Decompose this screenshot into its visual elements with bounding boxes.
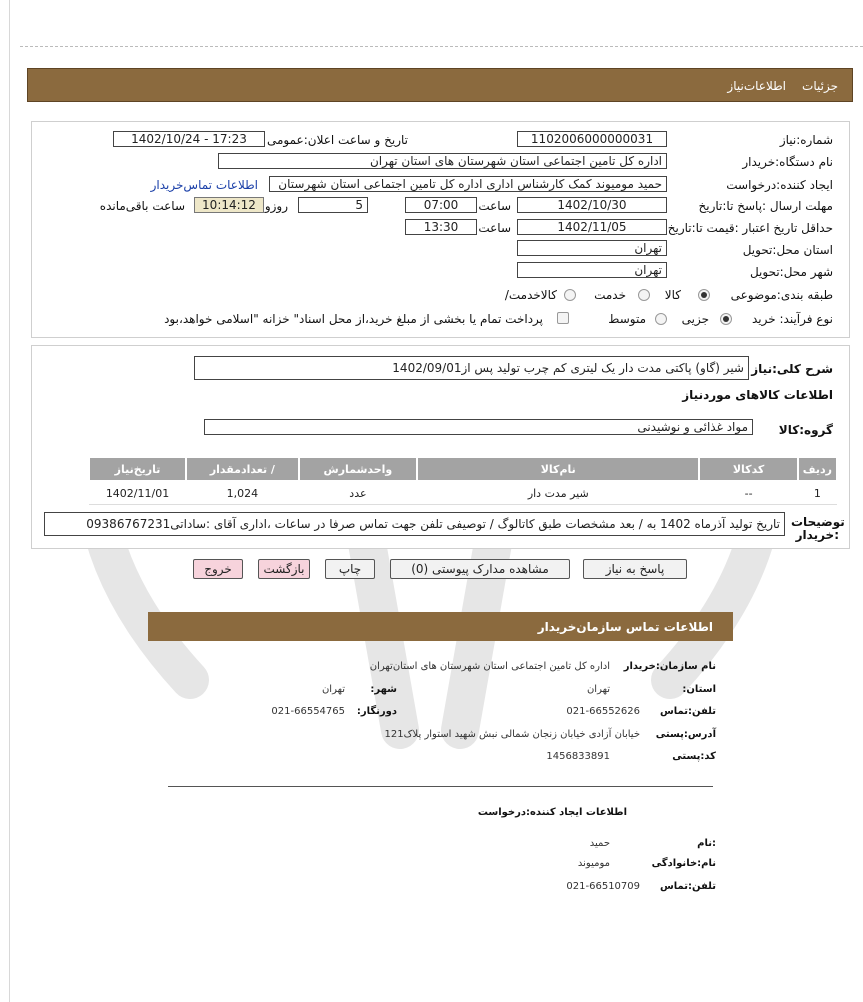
creator-label: ایجاد کننده:درخواست (726, 178, 833, 192)
cell-code: -- (699, 481, 797, 505)
col-code: کدکالا (699, 457, 797, 481)
tab-need-info[interactable]: اطلاعات‌نیاز (727, 79, 786, 93)
creator-phone-value: 021-66510709 (566, 881, 640, 892)
validity-date-field: 1402/11/05 (517, 219, 667, 235)
notes-label: توضیحات :خریدار (791, 515, 845, 542)
treasury-payment-note: پرداخت تمام یا بخشی از مبلغ خرید،از محل اسناد" خزانه "اسلامی خواهد،بود (164, 312, 543, 326)
header-bar (27, 68, 853, 102)
page-frame-line (9, 0, 10, 1002)
creator-name-label: نام: (697, 838, 716, 849)
days-field: 5 (298, 197, 368, 213)
cell-name: شیر مدت دار (417, 481, 699, 505)
cell-unit: عدد (299, 481, 417, 505)
goods-info-title: اطلاعات کالاهای موردنیاز (682, 388, 833, 402)
process-label: نوع فرآیند: خرید (752, 312, 833, 326)
creator-info-title: اطلاعات ایجاد کننده:درخواست (477, 807, 627, 818)
postal-value: 1456833891 (546, 751, 610, 762)
province-field: تهران (517, 240, 667, 256)
fax-value: 021-66554765 (271, 706, 345, 717)
notes-field: تاریخ تولید آذرماه 1402 به / بعد مشخصات طبق کاتالوگ / توصیفی تلفن جهت تماس صرفا در ساعات ،اداری آقای :ساداتی09386767231 (44, 512, 785, 536)
summary-label: شرح کلی:نیاز (751, 362, 833, 376)
need-number-label: شماره:نیاز (779, 133, 833, 147)
exit-button[interactable]: خروج (193, 559, 243, 579)
col-row: ردیف (798, 457, 837, 481)
category-goods-service-radio[interactable] (564, 289, 576, 301)
contact-title: اطلاعات تماس سازمان‌خریدار (537, 620, 713, 634)
category-goods-service-label: /کالاخدمت (504, 288, 557, 302)
reply-button[interactable]: پاسخ به نیاز (583, 559, 687, 579)
deadline-date-field: 1402/10/30 (517, 197, 667, 213)
cell-date: 1402/11/01 (89, 481, 186, 505)
days-label: روزو (264, 199, 288, 213)
process-partial-label: جزیی (681, 312, 709, 326)
goods-table (88, 456, 838, 505)
contact-section-header (148, 612, 733, 641)
address-value: خیابان آزادی خیابان زنجان شمالی نبش شهید استوار پلاک121 (384, 729, 640, 740)
summary-section (31, 345, 850, 549)
cell-qty: 1,024 (186, 481, 299, 505)
fax-label: :دورنگار (356, 706, 397, 717)
creator-name-value: حمید (589, 838, 610, 849)
remaining-label: ساعت باقی‌مانده (99, 199, 185, 213)
back-button[interactable]: بازگشت (258, 559, 310, 579)
city-contact-label: :شهر (370, 684, 397, 695)
print-button[interactable]: چاپ (325, 559, 375, 579)
table-row[interactable] (89, 481, 837, 505)
validity-time-label: ساعت (478, 221, 511, 235)
category-goods-label: کالا (664, 288, 681, 302)
province-label: استان محل:تحویل (742, 243, 833, 257)
province-contact-value: تهران (586, 684, 610, 695)
announce-label: تاریخ و ساعت اعلان:عمومی (266, 133, 408, 147)
cell-row: 1 (798, 481, 837, 505)
phone-value: 021-66552626 (566, 706, 640, 717)
process-medium-radio[interactable] (655, 313, 667, 325)
page-top-divider (20, 46, 863, 47)
process-partial-radio[interactable] (720, 313, 732, 325)
tab-details[interactable]: جزئیات (802, 79, 838, 93)
org-value: اداره کل تامین اجتماعی استان شهرستان های استان‌تهران (369, 661, 610, 672)
creator-family-label: نام:خانوادگی (651, 858, 716, 869)
validity-label: حداقل تاریخ اعتبار :قیمت تا:تاریخ (667, 221, 833, 235)
deadline-time-label: ساعت (478, 199, 511, 213)
announce-field: 1402/10/24 - 17:23 (113, 131, 265, 147)
contact-divider (168, 786, 713, 787)
goods-group-field: مواد غذائی و نوشیدنی (204, 419, 753, 435)
org-label: نام سازمان:خریدار (623, 661, 716, 672)
goods-group-label: گروه:کالا (778, 423, 833, 437)
process-medium-label: متوسط (608, 312, 646, 326)
creator-family-value: مومیوند (577, 858, 610, 869)
col-name: نام‌کالا (417, 457, 699, 481)
city-label: شهر محل:تحویل (749, 265, 833, 279)
deadline-time-field: 07:00 (405, 197, 477, 213)
buyer-contact-link[interactable]: اطلاعات تماس‌خریدار (150, 178, 258, 192)
postal-label: کد:پستی (672, 751, 716, 762)
need-info-section (31, 121, 850, 338)
col-qty: / تعدادمقدار (186, 457, 299, 481)
buyer-label: نام دستگاه:خریدار (742, 155, 833, 169)
col-unit: واحدشمارش (299, 457, 417, 481)
city-field: تهران (517, 262, 667, 278)
category-service-label: خدمت (594, 288, 626, 302)
category-goods-radio[interactable] (698, 289, 710, 301)
summary-field: شیر (گاو) پاکتی مدت دار یک لیتری کم چرب تولید پس از1402/09/01 (194, 356, 749, 380)
creator-field: حمید مومیوند کمک کارشناس اداری اداره کل تامین اجتماعی استان شهرستان (269, 176, 667, 192)
remaining-timer: 10:14:12 (194, 197, 264, 213)
creator-phone-label: تلفن:تماس (659, 881, 716, 892)
province-contact-label: :استان (682, 684, 716, 695)
phone-label: تلفن:تماس (659, 706, 716, 717)
address-label: آدرس:پستی (655, 729, 716, 740)
col-date: تاریخ‌نیاز (89, 457, 186, 481)
buyer-field: اداره کل تامین اجتماعی استان شهرستان های استان تهران (218, 153, 667, 169)
need-number-field: 1102006000000031 (517, 131, 667, 147)
category-label: طبقه بندی:موضوعی (730, 288, 833, 302)
view-docs-button[interactable]: مشاهده مدارک پیوستی (0) (390, 559, 570, 579)
city-contact-value: تهران (321, 684, 345, 695)
table-header-row (89, 457, 837, 481)
deadline-label: مهلت ارسال :پاسخ تا:تاریخ (698, 199, 833, 213)
treasury-payment-checkbox[interactable] (557, 312, 569, 324)
category-service-radio[interactable] (638, 289, 650, 301)
validity-time-field: 13:30 (405, 219, 477, 235)
